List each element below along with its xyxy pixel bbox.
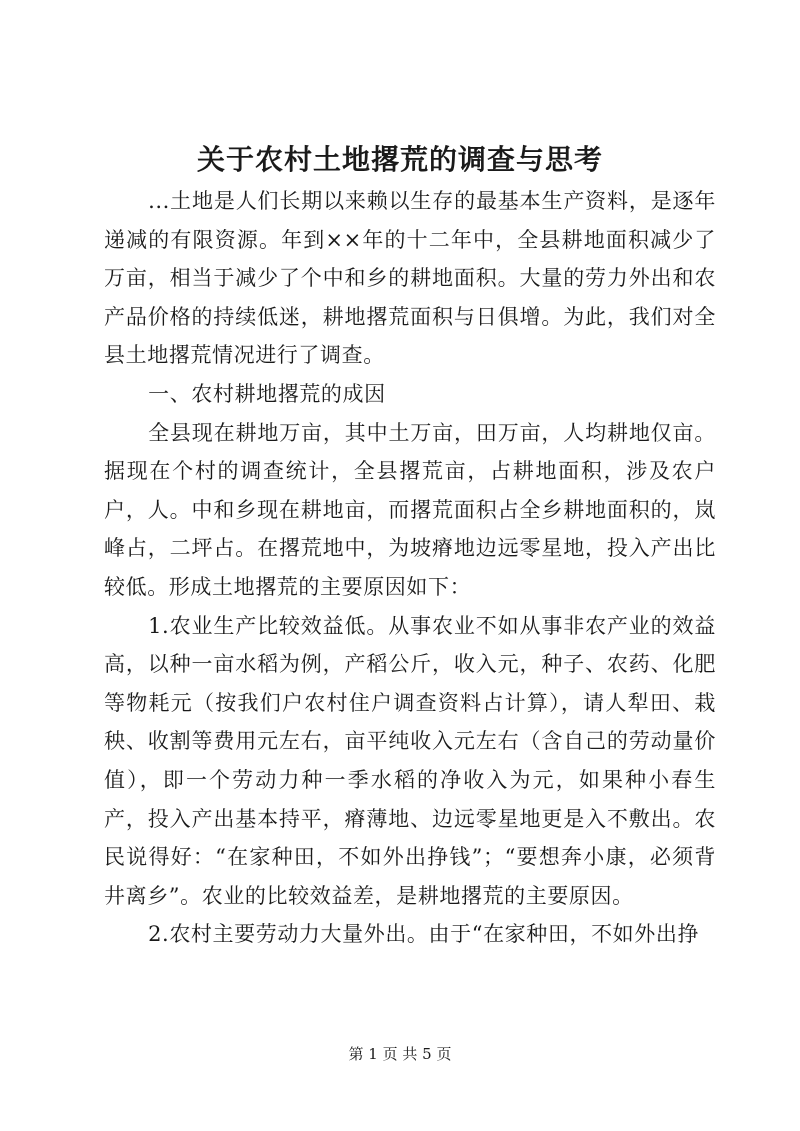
section-heading: 一、农村耕地撂荒的成因 — [148, 381, 386, 406]
page-number: 第 1 页 共 5 页 — [348, 1045, 452, 1063]
document-body — [104, 182, 716, 954]
paragraph-reason-1: 1.农业生产比较效益低。从事农业不如从事非农产业的效益高，以种一亩水稻为例，产稻公斤，收入元，种子、农药、化肥等物耗元（按我们户农村住户调查资料占计算），请人犁田、栽秧、收割等费用元左右，亩平纯收入元左右（含自己的劳动量价值），即一个劳动力种一季水稻的净收入为元，如果种小春生产，投入产出基本持平，瘠薄地、边远零星地更是入不敷出。农民说得好：“在家种田，不如外出挣钱”；“要想奔小康，必须背井离乡”。农业的比较效益差，是耕地撂荒的主要原因。 — [104, 613, 716, 908]
document-title: 关于农村土地撂荒的调查与思考 — [196, 143, 603, 176]
paragraph-overview: 全县现在耕地万亩，其中土万亩，田万亩，人均耕地仅亩。据现在个村的调查统计，全县撂荒亩，占耕地面积，涉及农户户，人。中和乡现在耕地亩，而撂荒面积占全乡耕地面积的，岚峰占，二坪占。在撂荒地中，为坡瘠地边远零星地，投入产出比较低。形成土地撂荒的主要原因如下： — [104, 420, 716, 599]
paragraph-reason-2: 2.农村主要劳动力大量外出。由于“在家种田，不如外出挣 — [148, 922, 700, 947]
paragraph-intro: ...土地是人们长期以来赖以生存的最基本生产资料，是逐年递减的有限资源。年到××年的十二年中，全县耕地面积减少了万亩，相当于减少了个中和乡的耕地面积。大量的劳力外出和农产品价格的持续低迷，耕地撂荒面积与日俱增。为此，我们对全县土地撂荒情况进行了调查。 — [104, 189, 716, 368]
